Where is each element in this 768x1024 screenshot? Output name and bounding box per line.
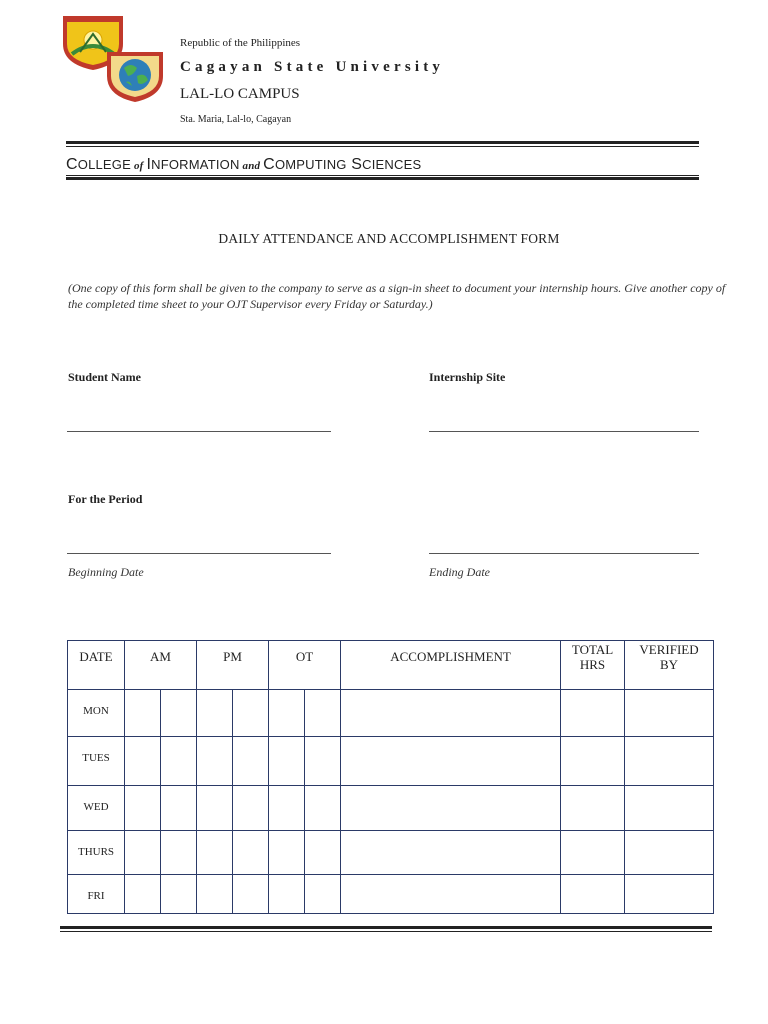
cell[interactable]: [125, 831, 161, 875]
form-instructions: (One copy of this form shall be given to the company to serve as a sign-in sheet to document your internship hours. Give another copy of the completed time sheet to your OJT Supervisor every Friday or Saturday.): [68, 281, 726, 311]
cell[interactable]: [305, 786, 341, 831]
verified-by-cell[interactable]: [625, 690, 714, 737]
cell[interactable]: [233, 831, 269, 875]
cell[interactable]: [305, 690, 341, 737]
table-row: [68, 690, 714, 737]
header-am: AM: [125, 641, 197, 690]
beginning-date-label: Beginning Date: [68, 565, 144, 579]
footer-rule-thin: [60, 931, 712, 932]
verified-by-cell[interactable]: [625, 875, 714, 914]
accomplishment-cell[interactable]: [341, 690, 561, 737]
table-row: [68, 831, 714, 875]
cell[interactable]: [305, 875, 341, 914]
campus-name: LAL-LO CAMPUS: [180, 86, 300, 102]
header-total-hrs: TOTAL HRS: [561, 641, 625, 690]
total-hrs-cell[interactable]: [561, 831, 625, 875]
day-cell: MON: [68, 690, 125, 737]
internship-site-label: Internship Site: [429, 370, 506, 384]
college-rule-thick: [66, 177, 699, 180]
cell[interactable]: [269, 737, 305, 786]
university-name: Cagayan State University: [180, 59, 445, 75]
campus-globe-logo: [104, 48, 166, 104]
header-accomplishment: ACCOMPLISHMENT: [341, 641, 561, 690]
accomplishment-cell[interactable]: [341, 737, 561, 786]
cell[interactable]: [161, 737, 197, 786]
ending-date-label: Ending Date: [429, 565, 490, 579]
cell[interactable]: [269, 786, 305, 831]
verified-by-cell[interactable]: [625, 831, 714, 875]
period-label: For the Period: [68, 492, 143, 506]
form-title: DAILY ATTENDANCE AND ACCOMPLISHMENT FORM: [218, 231, 560, 246]
cell[interactable]: [269, 875, 305, 914]
cell[interactable]: [197, 690, 233, 737]
cell[interactable]: [125, 786, 161, 831]
student-name-field[interactable]: [67, 431, 331, 432]
header-date: DATE: [68, 641, 125, 690]
verified-by-cell[interactable]: [625, 737, 714, 786]
total-hrs-cell[interactable]: [561, 786, 625, 831]
total-hrs-cell[interactable]: [561, 875, 625, 914]
cell[interactable]: [197, 875, 233, 914]
republic-text: Republic of the Philippines: [180, 37, 301, 49]
cell[interactable]: [305, 737, 341, 786]
attendance-table: [67, 640, 714, 914]
header-pm: PM: [197, 641, 269, 690]
internship-site-field[interactable]: [429, 431, 699, 432]
cell[interactable]: [197, 786, 233, 831]
footer-rule-thick: [60, 926, 712, 929]
total-hrs-cell[interactable]: [561, 690, 625, 737]
accomplishment-cell[interactable]: [341, 786, 561, 831]
cell[interactable]: [161, 690, 197, 737]
college-name: COLLEGE of INFORMATION and COMPUTING SCIENCES: [66, 156, 422, 173]
ending-date-field[interactable]: [429, 553, 699, 554]
student-name-label: Student Name: [68, 370, 142, 384]
table-header-row: [68, 641, 714, 690]
header-rule-thin: [66, 146, 699, 147]
header-ot: OT: [269, 641, 341, 690]
cell[interactable]: [125, 737, 161, 786]
cell[interactable]: [197, 831, 233, 875]
header-rule-thick: [66, 141, 699, 144]
cell[interactable]: [161, 831, 197, 875]
cell[interactable]: [197, 737, 233, 786]
table-row: [68, 875, 714, 914]
table-row: [68, 737, 714, 786]
cell[interactable]: [269, 690, 305, 737]
day-cell: TUES: [68, 737, 125, 786]
cell[interactable]: [305, 831, 341, 875]
cell[interactable]: [233, 875, 269, 914]
accomplishment-cell[interactable]: [341, 831, 561, 875]
cell[interactable]: [161, 875, 197, 914]
beginning-date-field[interactable]: [67, 553, 331, 554]
cell[interactable]: [161, 786, 197, 831]
accomplishment-cell[interactable]: [341, 875, 561, 914]
verified-by-cell[interactable]: [625, 786, 714, 831]
college-rule-thin: [66, 175, 699, 176]
table-row: [68, 786, 714, 831]
day-cell: FRI: [68, 875, 125, 914]
campus-address: Sta. Maria, Lal-lo, Cagayan: [180, 114, 292, 125]
total-hrs-cell[interactable]: [561, 737, 625, 786]
cell[interactable]: [269, 831, 305, 875]
cell[interactable]: [125, 875, 161, 914]
day-cell: THURS: [68, 831, 125, 875]
cell[interactable]: [125, 690, 161, 737]
header-verified-by: VERIFIED BY: [625, 641, 714, 690]
cell[interactable]: [233, 786, 269, 831]
day-cell: WED: [68, 786, 125, 831]
cell[interactable]: [233, 737, 269, 786]
cell[interactable]: [233, 690, 269, 737]
